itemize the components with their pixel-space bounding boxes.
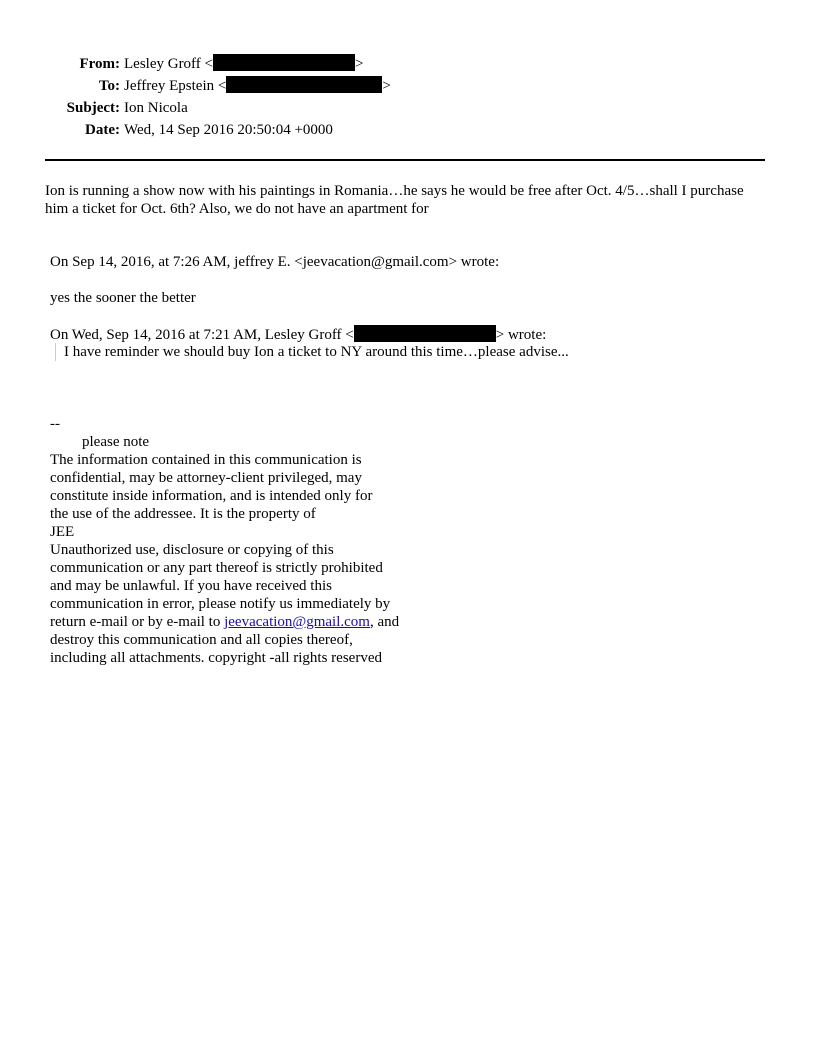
from-row — [40, 53, 391, 75]
date-row — [40, 119, 391, 141]
from-value: Lesley Groff < — [124, 56, 213, 72]
to-close: > — [382, 78, 391, 94]
signature-line: including all attachments. copyright -all rights reserved — [50, 650, 382, 666]
quote-attribution-2 — [50, 325, 546, 344]
from-label: From: — [79, 56, 120, 72]
signature-line: communication or any part thereof is strictly prohibited — [50, 560, 383, 576]
date-value: Wed, 14 Sep 2016 20:50:04 +0000 — [124, 122, 333, 138]
message-body: Ion is running a show now with his paintings in Romania…he says he would be free after Oct. 4/5…shall I purchase him a ticket for Oct. 6th? Also, we do not have an apartment for — [45, 183, 744, 217]
signature-line: The information contained in this communication is — [50, 452, 362, 468]
from-close: > — [355, 56, 364, 72]
to-row — [40, 75, 391, 97]
email-link[interactable]: jeevacation@gmail.com — [224, 614, 370, 630]
header-divider — [45, 159, 765, 161]
signature-line: JEE — [50, 524, 75, 540]
quote-attribution-2-end: > wrote: — [495, 327, 547, 343]
to-value: Jeffrey Epstein < — [124, 78, 227, 94]
signature-note: please note — [82, 434, 150, 450]
redaction-block — [213, 54, 355, 71]
signature-line: confidential, may be attorney-client privileged, may — [50, 470, 362, 486]
email-header — [40, 53, 391, 141]
subject-value: Ion Nicola — [124, 100, 188, 116]
signature-line: destroy this communication and all copies thereof, — [50, 632, 353, 648]
signature-line: constitute inside information, and is intended only for — [50, 488, 373, 504]
subject-row — [40, 97, 391, 119]
return-prefix: return e-mail or by e-mail to — [50, 614, 225, 630]
signature-line: Unauthorized use, disclosure or copying of this — [50, 542, 334, 558]
signature-return-line — [50, 613, 399, 631]
subject-label: Subject: — [66, 100, 120, 116]
signature — [50, 415, 399, 667]
signature-line: the use of the addressee. It is the property of — [50, 506, 316, 522]
redaction-block — [226, 76, 382, 93]
quote-attribution-2-start: On Wed, Sep 14, 2016 at 7:21 AM, Lesley Groff < — [50, 327, 354, 343]
quoted-reply: yes the sooner the better — [50, 290, 196, 306]
return-suffix: , and — [369, 614, 400, 630]
quoted-original: I have reminder we should buy Ion a ticket to NY around this time…please advise... — [55, 343, 569, 361]
quote-attribution-1: On Sep 14, 2016, at 7:26 AM, jeffrey E. <jeevacation@gmail.com> wrote: — [50, 254, 500, 270]
signature-line: communication in error, please notify us immediately by — [50, 596, 391, 612]
redaction-block — [354, 325, 496, 342]
signature-dashes: -- — [50, 416, 60, 432]
signature-line: and may be unlawful. If you have received this — [50, 578, 332, 594]
date-label: Date: — [85, 122, 120, 138]
to-label: To: — [98, 78, 120, 94]
